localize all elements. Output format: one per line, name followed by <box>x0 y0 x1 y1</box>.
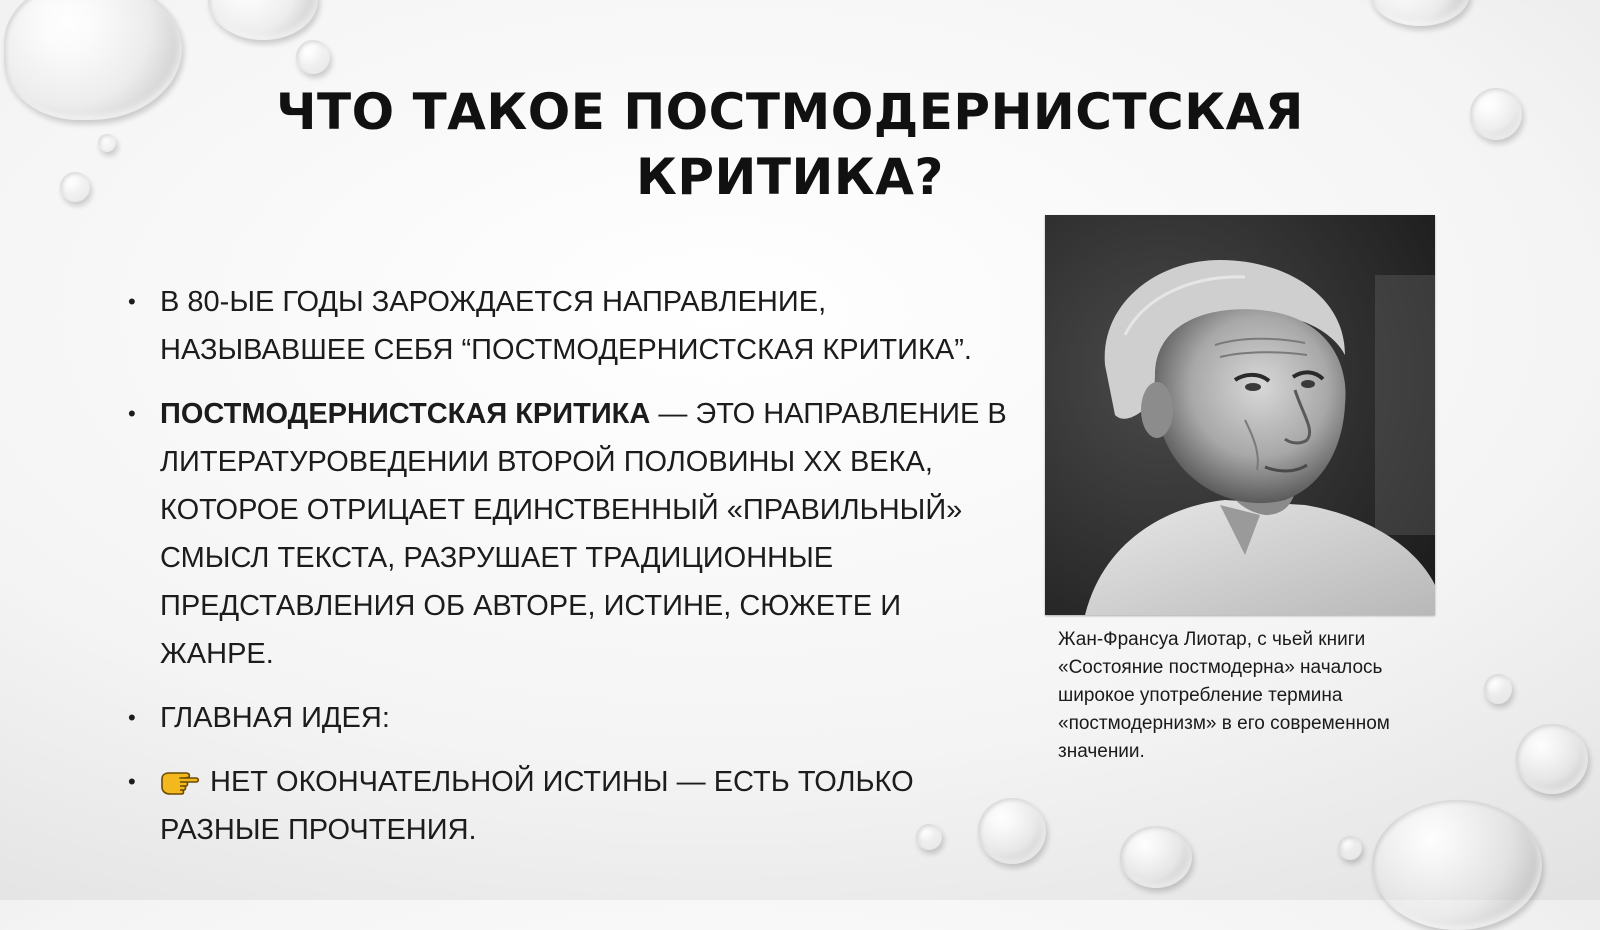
water-drop-decoration <box>98 134 116 152</box>
slide-title-line-1: ЧТО ТАКОЕ ПОСТМОДЕРНИСТСКАЯ <box>276 83 1304 141</box>
bullet-item <box>128 758 1008 854</box>
water-drop-decoration <box>296 40 330 74</box>
bullet-item <box>128 694 1008 742</box>
bullet-item <box>128 278 1008 374</box>
bullet-text: В 80-ЫЕ ГОДЫ ЗАРОЖДАЕТСЯ НАПРАВЛЕНИЕ, НАЗЫВАВШЕЕ СЕБЯ “ПОСТМОДЕРНИСТСКАЯ КРИТИКА”. <box>160 286 972 366</box>
water-drop-decoration <box>1516 724 1588 794</box>
bullet-text: НЕТ ОКОНЧАТЕЛЬНОЙ ИСТИНЫ — ЕСТЬ ТОЛЬКО РАЗНЫЕ ПРОЧТЕНИЯ. <box>160 766 914 846</box>
slide-title <box>250 80 1330 210</box>
bullet-list <box>128 278 1008 870</box>
water-drop-decoration <box>1372 800 1542 930</box>
bullet-text: — ЭТО НАПРАВЛЕНИЕ В ЛИТЕРАТУРОВЕДЕНИИ ВТОРОЙ ПОЛОВИНЫ XX ВЕКА, КОТОРОЕ ОТРИЦАЕТ ЕДИНСТВЕННЫЙ «ПРАВИЛЬНЫЙ» СМЫСЛ ТЕКСТА, РАЗРУШАЕТ ТРАДИЦИОННЫЕ ПРЕДСТАВЛЕНИЯ ОБ АВТОРЕ, ИСТИНЕ, СЮЖЕТЕ И ЖАНРЕ. <box>160 398 1007 670</box>
water-drop-decoration <box>1120 826 1192 888</box>
bullet-marker: • <box>128 289 136 314</box>
water-drop-decoration <box>208 0 318 40</box>
bullet-text: ГЛАВНАЯ ИДЕЯ: <box>160 702 390 734</box>
water-drop-decoration <box>1370 0 1470 26</box>
portrait-photo <box>1045 215 1435 615</box>
bullet-term: ПОСТМОДЕРНИСТСКАЯ КРИТИКА <box>160 398 651 430</box>
water-drop-decoration <box>4 0 182 120</box>
pointing-hand-icon <box>160 764 200 796</box>
portrait-illustration <box>1045 215 1435 615</box>
water-drop-decoration <box>60 172 90 202</box>
bullet-item <box>128 390 1008 678</box>
bullet-marker: • <box>128 705 136 730</box>
photo-caption: Жан-Франсуа Лиотар, с чьей книги «Состояние постмодерна» началось широкое употребление термина «постмодернизм» в его современном значении. <box>1058 629 1390 762</box>
water-drop-decoration <box>1484 674 1512 704</box>
water-drop-decoration <box>1338 836 1362 860</box>
slide-title-line-2: КРИТИКА? <box>636 148 944 206</box>
bullet-marker: • <box>128 769 136 794</box>
bullet-marker: • <box>128 401 136 426</box>
water-drop-decoration <box>1470 88 1522 140</box>
